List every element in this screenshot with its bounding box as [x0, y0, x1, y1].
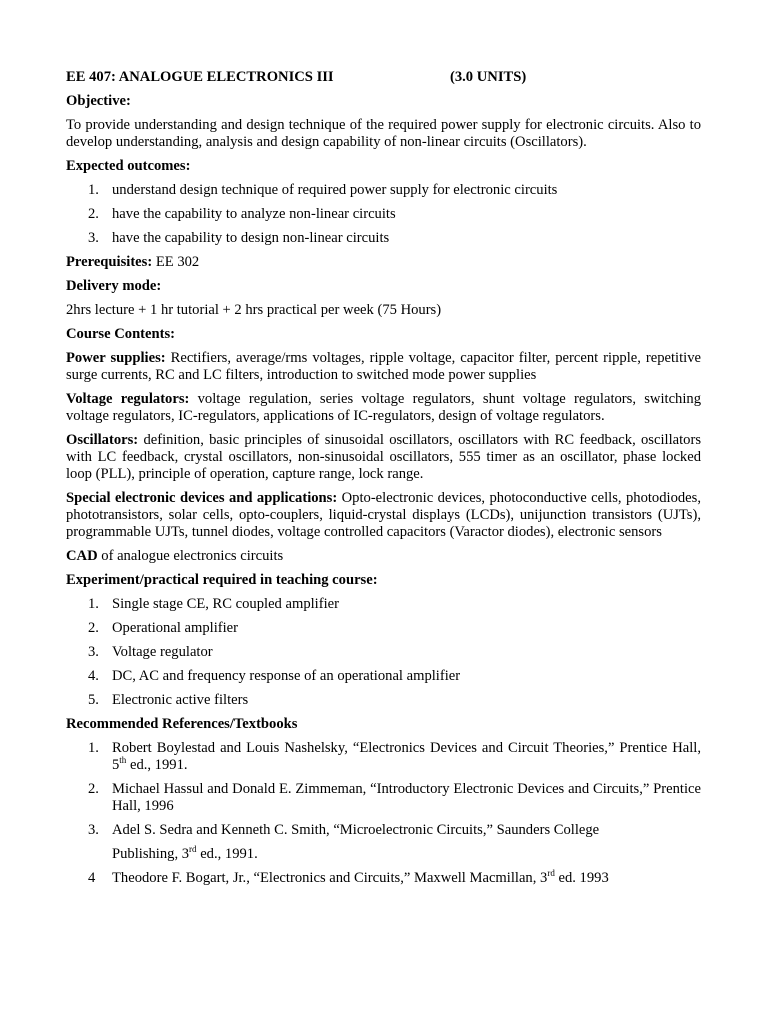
- list-item-text: have the capability to design non-linear circuits: [112, 230, 390, 246]
- list-item: [66, 668, 701, 685]
- list-number: 3.: [88, 822, 99, 838]
- list-number: 1.: [88, 596, 99, 612]
- objective-heading: Objective:: [66, 93, 131, 109]
- content-section-voltage-regulators: [66, 391, 701, 425]
- reference-item: [66, 781, 701, 815]
- references-list: [66, 740, 701, 887]
- list-item: [66, 644, 701, 661]
- section-text: definition, basic principles of sinusoidal oscillators, oscillators with RC feedback, oscillators with LC feedback, crystal oscillators, non-sinusoidal oscillators, 555 timer as an oscillator, phase locked loop (PLL), principle of operation, capture range, lock range.: [66, 432, 701, 482]
- contents-heading: Course Contents:: [66, 326, 176, 342]
- reference-text-end: ed., 1991.: [126, 757, 188, 773]
- section-label: Power supplies:: [66, 350, 166, 366]
- list-item-text: DC, AC and frequency response of an operational amplifier: [112, 668, 461, 684]
- reference-text: Adel S. Sedra and Kenneth C. Smith, “Microelectronic Circuits,” Saunders College: [112, 822, 600, 838]
- practicals-heading: Experiment/practical required in teaching course:: [66, 572, 378, 588]
- course-units: (3.0 UNITS): [450, 69, 527, 85]
- content-section-power-supplies: [66, 350, 701, 384]
- list-number: 2.: [88, 781, 99, 797]
- list-number: 2.: [88, 620, 99, 636]
- list-item: [66, 182, 701, 199]
- section-text: Rectifiers, average/rms voltages, ripple voltage, capacitor filter, percent ripple, repetitive surge currents, RC and LC filters, introduction to switched mode power supplies: [66, 350, 701, 383]
- list-item-text: Single stage CE, RC coupled amplifier: [112, 596, 339, 612]
- section-text: Opto-electronic devices, photoconductive cells, photodiodes, phototransistors, solar cells, opto-couplers, liquid-crystal displays (LCDs), unijunction transistors (UJTs), programmable UJTs, tunnel diodes, voltage controlled capacitors (Varactor diodes), electronic sensors: [66, 490, 701, 540]
- objective-text: To provide understanding and design technique of the required power supply for electronic circuits. Also to develop understanding, analysis and design capability of non-linear circuits (Oscillators).: [66, 117, 701, 150]
- content-section-special-devices: [66, 490, 701, 541]
- list-item: [66, 230, 701, 247]
- list-number: 3.: [88, 644, 99, 660]
- prerequisites-label: Prerequisites:: [66, 254, 153, 270]
- list-item-text: Electronic active filters: [112, 692, 249, 708]
- section-label: Oscillators:: [66, 432, 139, 448]
- reference-text: Theodore F. Bogart, Jr., “Electronics and Circuits,” Maxwell Macmillan, 3: [112, 870, 548, 886]
- course-title-row: [66, 69, 701, 86]
- reference-item: [66, 740, 701, 774]
- list-number: 3.: [88, 230, 99, 246]
- section-label: Voltage regulators:: [66, 391, 190, 407]
- list-number: 1.: [88, 182, 99, 198]
- list-item: [66, 206, 701, 223]
- reference-text-end: ed. 1993: [554, 870, 609, 886]
- list-number: 4.: [88, 668, 99, 684]
- reference-item: [66, 822, 701, 863]
- list-item-text: Operational amplifier: [112, 620, 239, 636]
- reference-superscript: rd: [547, 868, 555, 879]
- reference-text-line2: [112, 846, 701, 863]
- reference-text-end: ed., 1991.: [196, 846, 258, 862]
- list-item-text: have the capability to analyze non-linear circuits: [112, 206, 396, 222]
- delivery-text: 2hrs lecture + 1 hr tutorial + 2 hrs practical per week (75 Hours): [66, 302, 442, 318]
- reference-superscript: th: [119, 755, 127, 766]
- list-number: 2.: [88, 206, 99, 222]
- list-number: 1.: [88, 740, 99, 756]
- list-item-text: understand design technique of required power supply for electronic circuits: [112, 182, 558, 198]
- document-page: [66, 69, 701, 887]
- content-section-oscillators: [66, 432, 701, 483]
- section-label: Special electronic devices and applications:: [66, 490, 338, 506]
- section-text: of analogue electronics circuits: [97, 548, 284, 564]
- reference-text-continued: Publishing, 3: [112, 846, 190, 862]
- list-number: 4: [88, 870, 96, 886]
- list-item: [66, 620, 701, 637]
- practicals-list: [66, 596, 701, 709]
- outcomes-heading: Expected outcomes:: [66, 158, 191, 174]
- reference-superscript: rd: [189, 844, 197, 855]
- section-text: voltage regulation, series voltage regulators, shunt voltage regulators, switching voltage regulators, IC-regulators, applications of IC-regulators, design of voltage regulators.: [66, 391, 701, 424]
- reference-text: Michael Hassul and Donald E. Zimmeman, “Introductory Electronic Devices and Circuits,” Prentice Hall, 1996: [112, 781, 701, 814]
- delivery-heading: Delivery mode:: [66, 278, 162, 294]
- reference-text: Robert Boylestad and Louis Nashelsky, “Electronics Devices and Circuit Theories,” Prentice Hall, 5: [112, 740, 701, 773]
- list-item-text: Voltage regulator: [112, 644, 213, 660]
- prerequisites-line: [66, 254, 701, 271]
- outcomes-list: [66, 182, 701, 247]
- section-label: CAD: [66, 548, 98, 564]
- course-title: EE 407: ANALOGUE ELECTRONICS III: [66, 69, 334, 85]
- list-number: 5.: [88, 692, 99, 708]
- references-heading: Recommended References/Textbooks: [66, 716, 298, 732]
- prerequisites-value: EE 302: [152, 254, 200, 270]
- list-item: [66, 692, 701, 709]
- list-item: [66, 596, 701, 613]
- content-section-cad: [66, 548, 701, 565]
- reference-item: [66, 870, 701, 887]
